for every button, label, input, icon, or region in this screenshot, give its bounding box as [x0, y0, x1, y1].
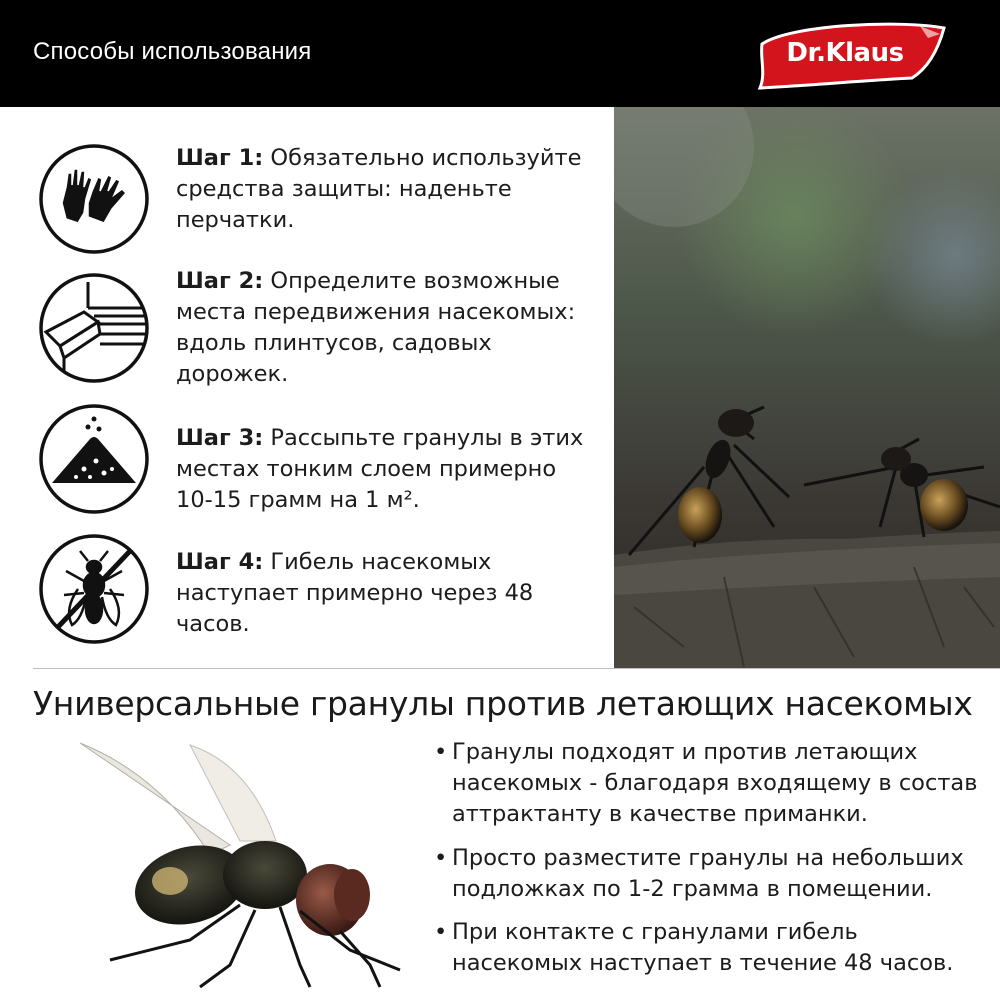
section-title: Универсальные гранулы против летающих насекомых	[33, 684, 973, 723]
bullet-dot: •	[434, 739, 448, 765]
list-item	[434, 737, 994, 830]
step-1-label: Шаг 1:	[176, 145, 264, 171]
bullet-dot: •	[434, 919, 448, 945]
gloves-icon	[38, 143, 150, 255]
usage-steps	[0, 107, 614, 669]
step-4-label: Шаг 4:	[176, 549, 264, 575]
step-3-text: Рассыпьте гранулы в этих местах тонким слоем примерно 10-15 грамм на 1 м².	[176, 425, 584, 513]
fly-photo	[40, 735, 440, 990]
list-item	[434, 843, 994, 905]
list-item-text: Просто разместите гранулы на небольших подложках по 1-2 грамма в помещении.	[452, 845, 964, 902]
ants-photo	[614, 107, 1000, 669]
step-3-label: Шаг 3:	[176, 425, 264, 451]
header-bar	[0, 0, 1000, 107]
step-4-text: Гибель насекомых наступает примерно через 48 часов.	[176, 549, 534, 637]
list-item-text: При контакте с гранулами гибель насекомых наступает в течение 48 часов.	[452, 919, 954, 976]
logo-text: Dr.Klaus	[786, 38, 904, 68]
step-1	[176, 143, 596, 236]
list-item	[434, 917, 994, 979]
step-4	[176, 547, 596, 640]
list-item-text: Гранулы подходят и против летающих насекомых - благодаря входящему в состав аттрактанту в качестве приманки.	[452, 739, 978, 827]
section-divider	[33, 668, 1000, 669]
step-2-label: Шаг 2:	[176, 268, 264, 294]
baseboard-icon	[38, 272, 150, 384]
granules-pile-icon	[38, 403, 150, 515]
step-3	[176, 423, 596, 516]
brand-logo	[752, 20, 950, 92]
bullet-dot: •	[434, 845, 448, 871]
crossed-insect-icon	[38, 533, 150, 645]
step-1-text: Обязательно используйте средства защиты: наденьте перчатки.	[176, 145, 582, 233]
header-title: Способы использования	[33, 38, 312, 65]
step-2	[176, 266, 596, 390]
step-2-text: Определите возможные места передвижения насекомых: вдоль плинтусов, садовых дорожек.	[176, 268, 576, 387]
